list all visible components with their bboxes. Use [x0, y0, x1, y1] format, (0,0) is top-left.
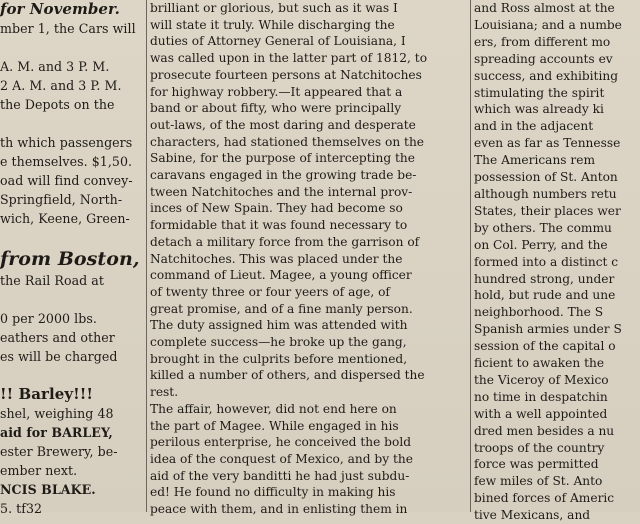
- mid-text-line: of twenty three or four yeers of age, of: [150, 284, 390, 299]
- mid-text-line: characters, had stationed themselves on the: [150, 134, 425, 149]
- right-text-line: possession of St. Anton: [474, 170, 618, 185]
- left-text-line: NCIS BLAKE.: [0, 482, 96, 497]
- mid-text-line: ed! He found no difficulty in making his: [150, 485, 396, 500]
- left-text-line: !! Barley!!!: [0, 385, 94, 403]
- mid-text-line: killed a number of others, and dispersed the: [150, 368, 425, 383]
- column-rule-right: [470, 0, 471, 512]
- mid-text-line: complete success—he broke up the gang,: [150, 335, 407, 350]
- left-text-line: e themselves. $1,50.: [0, 154, 133, 169]
- mid-text-line: caravans engaged in the growing trade be-: [150, 168, 417, 183]
- mid-text-line: The affair, however, did not end here on: [150, 401, 397, 416]
- right-text-line: ficient to awaken the: [474, 356, 605, 371]
- right-text-line: troops of the country: [474, 440, 605, 455]
- left-text-line: 2 A. M. and 3 P. M.: [0, 78, 122, 93]
- mid-text-line: inces of New Spain. They had become so: [150, 201, 403, 216]
- mid-text-line: out-laws, of the most daring and desperate: [150, 117, 416, 132]
- right-text-line: on Col. Perry, and the: [474, 237, 608, 252]
- right-text-line: with a well appointed: [474, 406, 608, 421]
- left-text-line: the Rail Road at: [0, 273, 104, 288]
- mid-text-line: formidable that it was found necessary to: [150, 218, 408, 233]
- right-text-line: even as far as Tennesse: [474, 136, 621, 151]
- left-text-line: aid for BARLEY,: [0, 425, 113, 440]
- mid-text-line: duties of Attorney General of Louisiana, I: [150, 34, 406, 49]
- right-text-line: hundred strong, under: [474, 271, 615, 286]
- left-text-line: Springfield, North-: [0, 192, 123, 207]
- mid-text-line: perilous enterprise, he conceived the bold: [150, 435, 412, 450]
- mid-text-line: idea of the conquest of Mexico, and by the: [150, 451, 413, 466]
- mid-text-line: band or about fifty, who were principally: [150, 101, 402, 116]
- right-text-line: the Viceroy of Mexico: [474, 372, 609, 387]
- right-text-line: neighborhood. The S: [474, 305, 604, 320]
- right-text-line: tive Mexicans, and: [474, 508, 591, 523]
- mid-text-line: detach a military force from the garrison of: [150, 234, 420, 249]
- mid-text-line: great promise, and of a fine manly person.: [150, 301, 413, 316]
- right-text-line: The Americans rem: [474, 153, 596, 168]
- mid-text-line: brilliant or glorious, but such as it was I: [150, 1, 398, 15]
- right-text-line: which was already ki: [474, 102, 604, 117]
- right-text-line: formed into a distinct c: [474, 254, 619, 269]
- right-text-line: by others. The commu: [474, 220, 612, 235]
- mid-text-line: aid of the very banditti he had just subdu-: [150, 468, 410, 483]
- left-text-line: oad will find convey-: [0, 173, 133, 188]
- mid-text-line: command of Lieut. Magee, a young officer: [150, 268, 412, 283]
- right-column: [474, 0, 640, 524]
- left-text-line: [0, 38, 142, 57]
- right-text-line: session of the capital o: [474, 339, 616, 354]
- left-text-line: 5. tf32: [0, 501, 43, 516]
- mid-text-line: the part of Magee. While engaged in his: [150, 418, 399, 433]
- left-text-line: [0, 366, 142, 385]
- left-text-line: shel, weighing 48: [0, 406, 114, 421]
- left-column: [0, 0, 142, 518]
- left-text-line: ember next.: [0, 463, 78, 478]
- mid-text-line: rest.: [150, 385, 179, 400]
- mid-text-line: Sabine, for the purpose of intercepting the: [150, 151, 415, 166]
- column-rule-left: [146, 0, 147, 512]
- right-text-line: and in the adjacent: [474, 119, 594, 134]
- left-text-line: es will be charged: [0, 349, 118, 364]
- left-text-line: th which passengers: [0, 135, 133, 150]
- mid-text-line: prosecute fourteen persons at Natchitoches: [150, 67, 422, 82]
- right-text-line: force was permitted: [474, 457, 599, 472]
- left-text-line: wich, Keene, Green-: [0, 211, 130, 226]
- left-text-line: mber 1, the Cars will: [0, 21, 136, 36]
- left-text-line: A. M. and 3 P. M.: [0, 59, 110, 74]
- middle-column: [150, 0, 468, 518]
- right-text-line: and Ross almost at the: [474, 1, 615, 15]
- right-text-line: dred men besides a nu: [474, 423, 615, 438]
- left-text-line: [0, 228, 142, 247]
- left-text-line: from Boston,: [0, 248, 140, 270]
- left-text-line: ester Brewery, be-: [0, 444, 118, 459]
- mid-text-line: peace with them, and in enlisting them in: [150, 502, 408, 517]
- left-text-line: eathers and other: [0, 330, 115, 345]
- right-text-line: few miles of St. Anto: [474, 474, 603, 489]
- mid-text-line: The duty assigned him was attended with: [150, 318, 408, 333]
- right-text-line: Louisiana; and a numbe: [474, 17, 622, 32]
- right-text-line: stimulating the spirit: [474, 85, 605, 100]
- left-text-line: [0, 114, 142, 133]
- right-text-line: no time in despatchin: [474, 389, 608, 404]
- left-text-line: [0, 290, 142, 309]
- mid-text-line: will state it truly. While discharging the: [150, 17, 395, 32]
- right-text-line: spreading accounts ev: [474, 51, 613, 66]
- right-text-line: ers, from different mo: [474, 34, 611, 49]
- mid-text-line: brought in the culprits before mentioned,: [150, 351, 408, 366]
- mid-text-line: was called upon in the latter part of 1812, to: [150, 51, 428, 66]
- mid-text-line: tween Natchitoches and the internal prov-: [150, 184, 413, 199]
- left-text-line: for November.: [0, 0, 120, 18]
- right-text-line: hold, but rude and une: [474, 288, 616, 303]
- right-text-line: success, and exhibiting: [474, 68, 618, 83]
- right-text-line: although numbers retu: [474, 186, 617, 201]
- left-text-line: 0 per 2000 lbs.: [0, 311, 97, 326]
- mid-text-line: for highway robbery.—It appeared that a: [150, 84, 403, 99]
- right-text-line: States, their places wer: [474, 203, 621, 218]
- mid-text-line: Natchitoches. This was placed under the: [150, 251, 403, 266]
- left-text-line: the Depots on the: [0, 97, 115, 112]
- right-text-line: Spanish armies under S: [474, 322, 622, 337]
- right-text-line: bined forces of Americ: [474, 491, 615, 506]
